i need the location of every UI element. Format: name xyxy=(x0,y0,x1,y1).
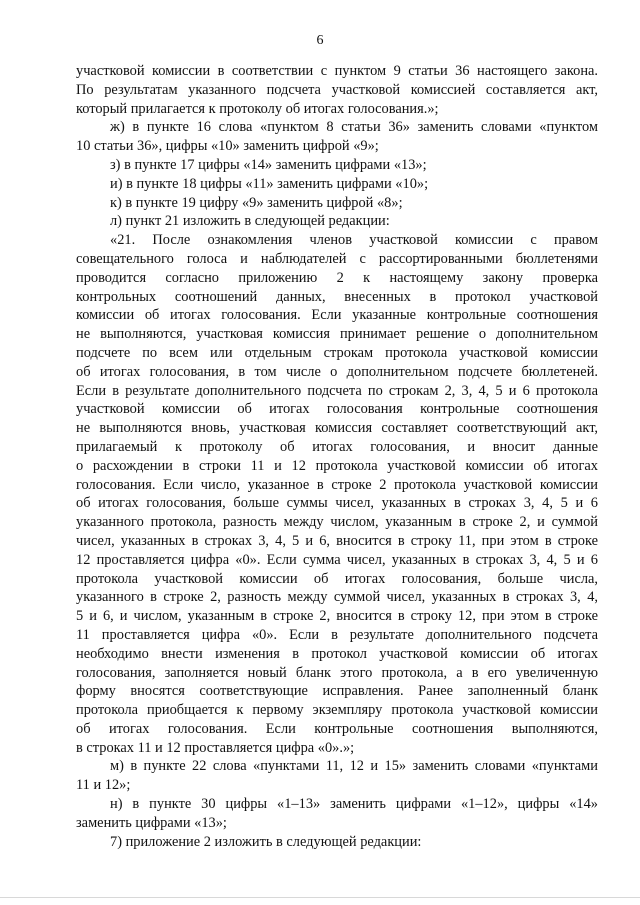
text-line: необходимо внести изменения в протокол участковой комиссии об итогах xyxy=(76,645,598,662)
body-text xyxy=(76,62,598,851)
text-line: участковой комиссии в соответствии с пунктом 9 статьи 36 настоящего закона. xyxy=(76,63,598,79)
text-line: протокола приобщается к первому экземпляру протокола участковой комиссии xyxy=(76,702,598,719)
text-line: з) в пункте 17 цифры «14» заменить цифрами «13»; xyxy=(110,156,427,173)
text-line: протокола участковой комиссии об итогах голосования, больше числа, xyxy=(76,570,598,587)
text-line: 10 статьи 36», цифры «10» заменить цифрой «9»; xyxy=(76,138,379,155)
text-line: форму вносятся соответствующие исправления. Ранее заполненный бланк xyxy=(76,683,598,700)
page-number: 6 xyxy=(316,33,324,48)
text-line: в строках 11 и 12 проставляется цифра «0».»; xyxy=(76,739,355,756)
text-line: который прилагается к протоколу об итогах голосования.»; xyxy=(76,100,439,117)
text-line: По результатам указанного подсчета участковой комиссией составляется акт, xyxy=(76,81,598,98)
text-line: л) пункт 21 изложить в следующей редакции: xyxy=(110,213,390,230)
text-line: Если в результате дополнительного подсчета по строкам 2, 3, 4, 5 и 6 протокола xyxy=(76,382,598,399)
text-line: проводится согласно приложению 2 к настоящему закону проверка xyxy=(76,269,598,286)
text-line: 11 проставляется цифра «0». Если в результате дополнительного подсчета xyxy=(76,626,598,643)
text-line: голосования. Если число, указанное в строке 2 протокола участковой комиссии xyxy=(76,476,598,493)
text-line: чисел, указанных в строках 3, 4, 5 и 6, вносится в строку 11, при этом в строке xyxy=(76,532,598,549)
text-line: заменить цифрами «13»; xyxy=(76,814,227,831)
text-line: прилагаемый к протоколу об итогах голосования, и вносит данные xyxy=(76,438,598,455)
text-line: н) в пункте 30 цифры «1–13» заменить цифрами «1–12», цифры «14» xyxy=(110,796,598,813)
text-line: указанного протокола, разность между числом, указанным в строке 2, и суммой xyxy=(76,514,598,531)
text-line: и) в пункте 18 цифры «11» заменить цифрами «10»; xyxy=(110,175,429,192)
text-line: «21. После ознакомления членов участковой комиссии с правом xyxy=(110,232,598,249)
text-line: м) в пункте 22 слова «пунктами 11, 12 и 15» заменить словами «пунктами xyxy=(110,758,598,775)
text-line: ж) в пункте 16 слова «пунктом 8 статьи 36» заменить словами «пунктом xyxy=(110,119,598,136)
text-line: 5 и 6, и числом, указанным в строке 2, вносится в строку 12, при этом в строке xyxy=(76,608,598,625)
text-line: 12 проставляется цифра «0». Если сумма чисел, указанных в строках 3, 4, 5 и 6 xyxy=(76,551,598,568)
text-line: контрольных соотношений данных, внесенных в протокол участковой xyxy=(76,288,598,305)
text-line: об итогах голосования. Если контрольные соотношения выполняются, xyxy=(76,720,598,737)
text-line: голосования, заполняется новый бланк этого протокола, а в его увеличенную xyxy=(76,664,598,681)
text-line: об итогах голосования, в том числе о дополнительном подсчете бюллетеней. xyxy=(76,363,598,380)
page-bottom-rule xyxy=(0,897,640,898)
text-line: о расхождении в строки 11 и 12 протокола участковой комиссии об итогах xyxy=(76,457,598,474)
text-line: комиссии об итогах голосования. Если указанные контрольные соотношения xyxy=(76,307,598,324)
text-line: не выполняются вновь, участковая комиссия составляет соответствующий акт, xyxy=(76,420,598,437)
text-line: к) в пункте 19 цифру «9» заменить цифрой «8»; xyxy=(110,194,403,211)
text-line: подсчете по всем или отдельным строкам протокола участковой комиссии xyxy=(76,344,598,361)
text-line: участковой комиссии об итогах голосования контрольные соотношения xyxy=(76,401,598,418)
text-line: совещательного голоса и наблюдателей с рассортированными бюллетенями xyxy=(76,250,598,267)
text-line: не выполняются, участковая комиссия принимает решение о дополнительном xyxy=(76,326,598,343)
text-line: 7) приложение 2 изложить в следующей редакции: xyxy=(110,833,422,850)
text-line: об итогах голосования, больше суммы чисел, указанных в строках 3, 4, 5 и 6 xyxy=(76,495,598,512)
text-line: указанного в строке 2, разность между суммой чисел, указанных в строках 3, 4, xyxy=(76,589,598,606)
text-line: 11 и 12»; xyxy=(76,777,131,794)
